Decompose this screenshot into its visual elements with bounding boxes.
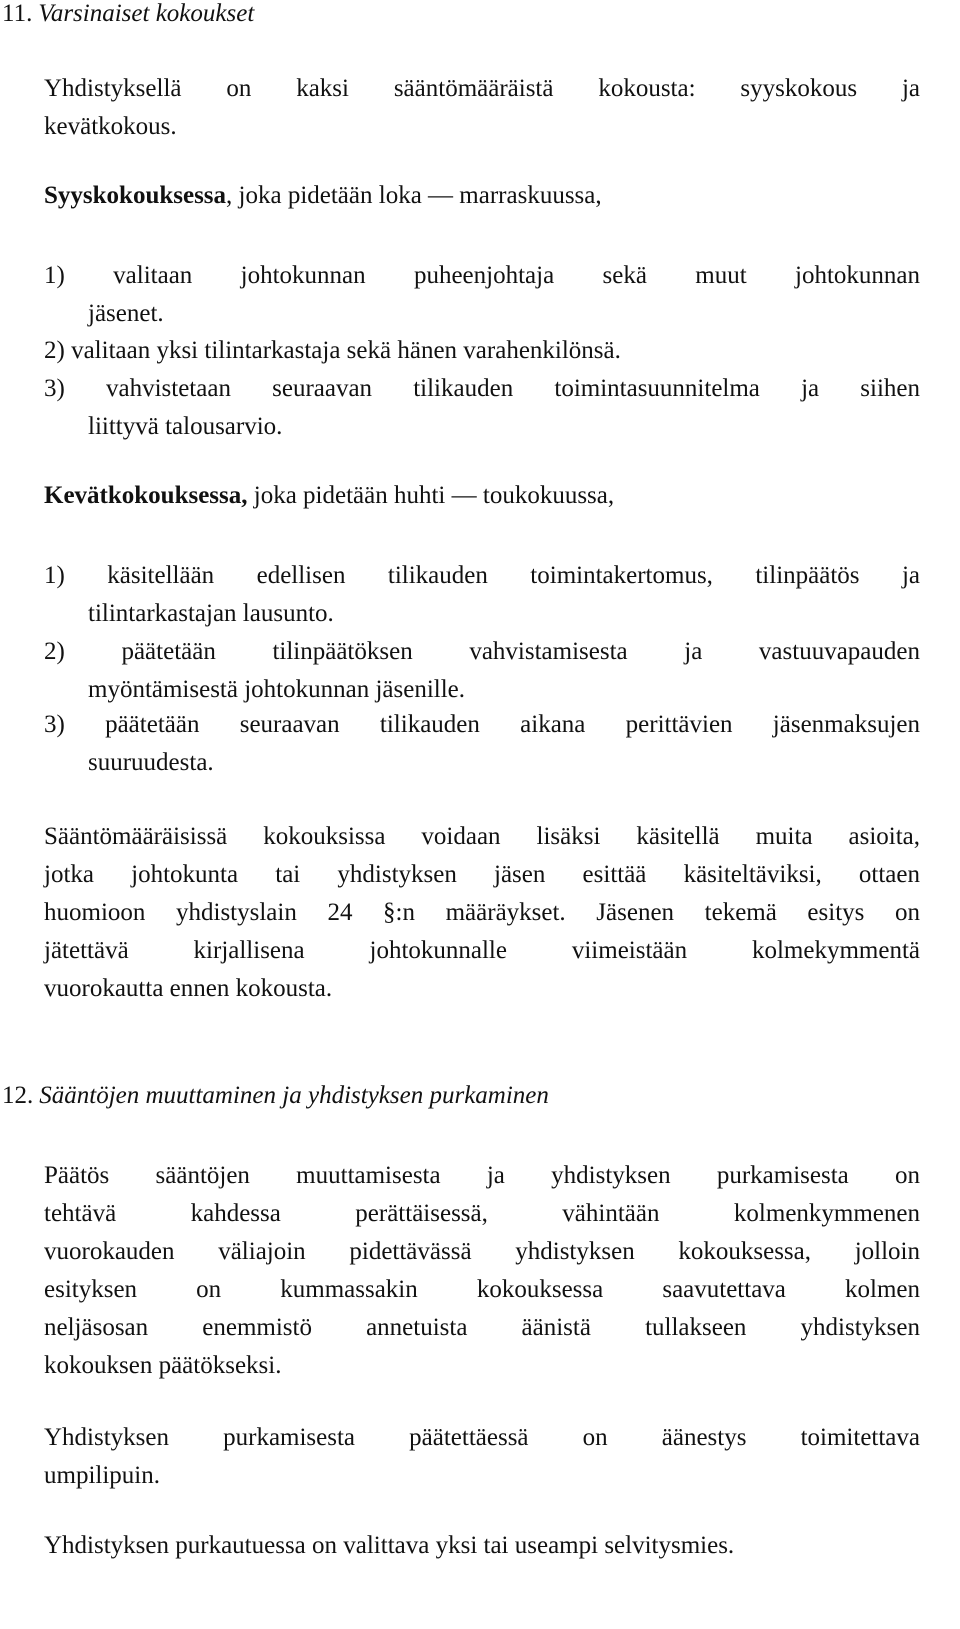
spring-item-1-line-2: tilintarkastajan lausunto. [88, 600, 334, 627]
autumn-item-3 [44, 370, 920, 446]
autumn-meeting-lead-rest: , joka pidetään loka — marraskuussa, [226, 182, 602, 209]
section-11-number: 11. [2, 0, 33, 27]
autumn-item-1-line-2: jäsenet. [88, 300, 164, 327]
intro-line-1: Yhdistyksellä on kaksi sääntömääräistä kokousta: syyskokous ja [44, 75, 920, 102]
s12-p1-line-6: kokouksen päätökseksi. [44, 1352, 282, 1379]
spring-meeting-lead-rest: joka pidetään huhti — toukokuussa, [247, 482, 615, 509]
section-12-paragraph-2 [44, 1419, 920, 1495]
section-12-paragraph-3: Yhdistyksen purkautuessa on valittava yksi tai useampi selvitysmies. [44, 1532, 735, 1559]
spring-item-3-line-2: suuruudesta. [88, 749, 214, 776]
extra-line-1: Sääntömääräisissä kokouksissa voidaan lisäksi käsitellä muita asioita, [44, 823, 920, 850]
section-12-number: 12. [2, 1082, 34, 1109]
intro-line-2: kevätkokous. [44, 113, 177, 140]
section-12-paragraph-1 [44, 1157, 920, 1385]
spring-item-3-line-1: 3) päätetään seuraavan tilikauden aikana perittävien jäsenmaksujen [44, 711, 920, 738]
section-11-title: Varsinaiset kokoukset [38, 0, 255, 27]
spring-meeting-lead-bold: Kevätkokouksessa, [44, 482, 248, 509]
spring-item-2 [44, 633, 920, 709]
autumn-item-2 [44, 332, 920, 370]
autumn-meeting-lead-bold: Syyskokouksessa [44, 182, 227, 209]
autumn-meeting-lead [44, 182, 602, 210]
spring-meeting-lead [44, 482, 614, 510]
section-11-extra-paragraph [44, 818, 920, 1008]
spring-item-2-line-2: myöntämisestä johtokunnan jäsenille. [88, 676, 466, 703]
section-11-intro [44, 70, 920, 146]
autumn-item-1 [44, 257, 920, 333]
autumn-item-1-line-1: 1) valitaan johtokunnan puheenjohtaja sekä muut johtokunnan [44, 262, 920, 289]
s12-p1-line-3: vuorokauden väliajoin pidettävässä yhdistyksen kokouksessa, jolloin [44, 1238, 920, 1265]
section-12-title: Sääntöjen muuttaminen ja yhdistyksen purkaminen [39, 1082, 549, 1109]
autumn-item-3-line-2: liittyvä talousarvio. [88, 413, 283, 440]
extra-line-2: jotka johtokunta tai yhdistyksen jäsen esittää käsiteltäviksi, ottaen [44, 861, 920, 888]
spring-item-3 [44, 706, 920, 782]
autumn-item-2-line-1: 2) valitaan yksi tilintarkastaja sekä hänen varahenkilönsä. [44, 337, 621, 364]
s12-p1-line-1: Päätös sääntöjen muuttamisesta ja yhdistyksen purkamisesta on [44, 1162, 920, 1189]
s12-p1-line-5: neljäsosan enemmistö annetuista äänistä tullakseen yhdistyksen [44, 1314, 920, 1341]
spring-item-2-line-1: 2) päätetään tilinpäätöksen vahvistamisesta ja vastuuvapauden [44, 638, 920, 665]
section-12-heading [2, 1082, 549, 1110]
spring-item-1 [44, 557, 920, 633]
s12-p2-line-2: umpilipuin. [44, 1462, 160, 1489]
extra-line-5: vuorokautta ennen kokousta. [44, 975, 333, 1002]
spring-item-1-line-1: 1) käsitellään edellisen tilikauden toimintakertomus, tilinpäätös ja [44, 562, 920, 589]
s12-p1-line-2: tehtävä kahdessa perättäisessä, vähintään kolmenkymmenen [44, 1200, 920, 1227]
extra-line-3: huomioon yhdistyslain 24 §:n määräykset. Jäsenen tekemä esitys on [44, 899, 920, 926]
section-11-heading [2, 0, 254, 28]
autumn-item-3-line-1: 3) vahvistetaan seuraavan tilikauden toimintasuunnitelma ja siihen [44, 375, 920, 402]
extra-line-4: jätettävä kirjallisena johtokunnalle viimeistään kolmekymmentä [44, 937, 920, 964]
s12-p1-line-4: esityksen on kummassakin kokouksessa saavutettava kolmen [44, 1276, 920, 1303]
s12-p2-line-1: Yhdistyksen purkamisesta päätettäessä on äänestys toimitettava [44, 1424, 920, 1451]
